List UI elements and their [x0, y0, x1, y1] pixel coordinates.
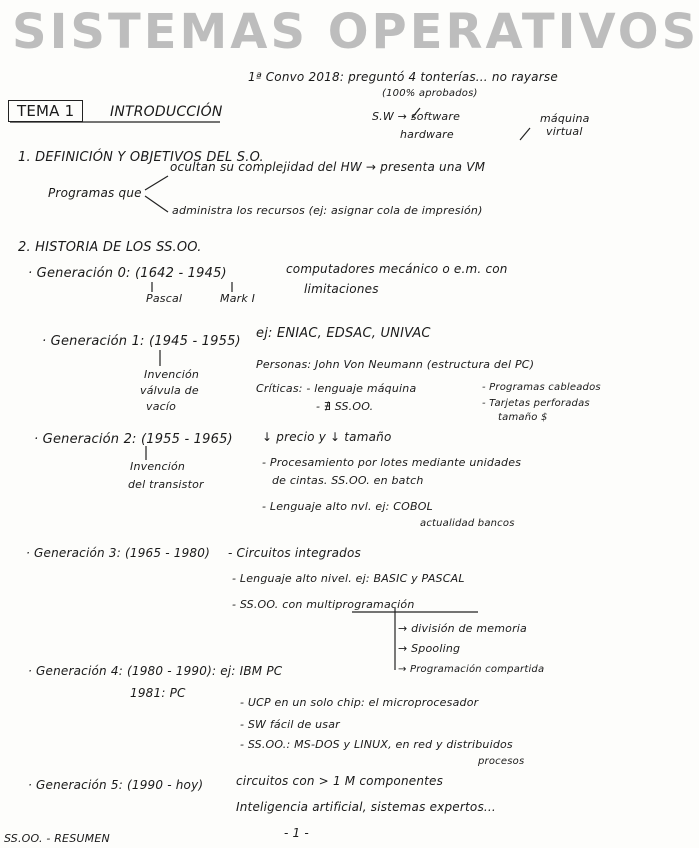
gen5-label: · Generación 5: (1990 - hoy)	[28, 778, 204, 792]
gen2-invencion-2: del transistor	[128, 478, 204, 491]
gen0-label: · Generación 0: (1642 - 1945)	[28, 266, 227, 281]
footer-resumen: SS.OO. - RESUMEN	[4, 832, 110, 845]
maquina-note: máquina	[540, 112, 590, 125]
gen0-mark: Mark I	[220, 292, 256, 305]
arrow-administra	[145, 196, 168, 212]
gen1-invencion-1: Invención	[144, 368, 200, 381]
gen4-ssoo: - SS.OO.: MS-DOS y LINUX, en red y distribuidos	[240, 738, 513, 751]
gen2-proc-1: - Procesamiento por lotes mediante unidades	[262, 456, 522, 469]
gen3-spooling: → Spooling	[398, 642, 461, 655]
gen1-label: · Generación 1: (1945 - 1955)	[42, 334, 241, 349]
gen1-no-ssoo: - ∄ SS.OO.	[316, 400, 374, 413]
page-number: - 1 -	[284, 826, 309, 840]
gen0-pascal: Pascal	[146, 292, 183, 305]
gen1-invencion-2: válvula de	[140, 384, 199, 397]
gen4-label: · Generación 4: (1980 - 1990): ej: IBM PC	[28, 664, 283, 678]
ocultan-text: ocultan su complejidad del HW → presenta una VM	[170, 160, 486, 174]
gen1-invencion-3: vacío	[146, 400, 177, 413]
hw-note: hardware	[400, 128, 454, 141]
convo-note-2: (100% aprobados)	[382, 88, 478, 99]
gen1-examples: ej: ENIAC, EDSAC, UNIVAC	[256, 326, 431, 341]
gen2-invencion-1: Invención	[130, 460, 186, 473]
intro-heading: INTRODUCCIÓN	[110, 104, 223, 120]
gen5-inteligencia: Inteligencia artificial, sistemas expertos...	[236, 800, 496, 814]
arrow-sw	[412, 108, 420, 118]
gen1-criticas: Críticas: - lenguaje máquina	[256, 382, 417, 395]
administra-text: administra los recursos (ej: asignar cola de impresión)	[172, 204, 483, 217]
gen1-personas: Personas: John Von Neumann (estructura del PC)	[256, 358, 535, 371]
gen2-cobol-note: actualidad bancos	[420, 518, 515, 529]
sw-note: S.W → software	[372, 110, 461, 123]
gen4-procesos: procesos	[478, 756, 525, 767]
gen3-division: → división de memoria	[398, 622, 527, 635]
virtual-note: virtual	[546, 125, 583, 138]
gen0-desc2: limitaciones	[304, 282, 379, 296]
gen3-ssoo: - SS.OO. con multiprogramación	[232, 598, 415, 611]
programas-que: Programas que	[48, 186, 142, 200]
gen1-tarjetas: - Tarjetas perforadas	[482, 398, 590, 409]
gen4-sw: - SW fácil de usar	[240, 718, 340, 731]
gen0-desc1: computadores mecánico o e.m. con	[286, 262, 508, 276]
arrow-maquina	[520, 128, 530, 140]
section2-heading: 2. HISTORIA DE LOS SS.OO.	[18, 240, 202, 255]
gen3-circuitos: - Circuitos integrados	[228, 546, 361, 560]
convo-note: 1ª Convo 2018: preguntó 4 tonterías... no rayarse	[248, 70, 558, 84]
gen2-precio: ↓ precio y ↓ tamaño	[262, 430, 392, 444]
gen4-ucp: - UCP en un solo chip: el microprocesador	[240, 696, 479, 709]
gen5-circuitos: circuitos con > 1 M componentes	[236, 774, 444, 788]
gen1-tamano: tamaño $	[498, 412, 548, 423]
gen2-proc-2: de cintas. SS.OO. en batch	[272, 474, 424, 487]
gen2-lenguaje: - Lenguaje alto nvl. ej: COBOL	[262, 500, 433, 513]
gen3-lenguaje: - Lenguaje alto nivel. ej: BASIC y PASCAL	[232, 572, 465, 585]
section1-heading: 1. DEFINICIÓN Y OBJETIVOS DEL S.O.	[18, 150, 264, 165]
gen2-label: · Generación 2: (1955 - 1965)	[34, 432, 233, 447]
gen4-pc: 1981: PC	[130, 686, 186, 700]
gen3-prog-compartida: → Programación compartida	[398, 664, 545, 675]
tema-box: TEMA 1	[8, 100, 83, 122]
gen3-label: · Generación 3: (1965 - 1980)	[26, 546, 210, 560]
page-title: SISTEMAS OPERATIVOS	[12, 4, 699, 60]
arrow-ocultan	[145, 176, 168, 190]
gen1-prog-cableados: - Programas cableados	[482, 382, 601, 393]
